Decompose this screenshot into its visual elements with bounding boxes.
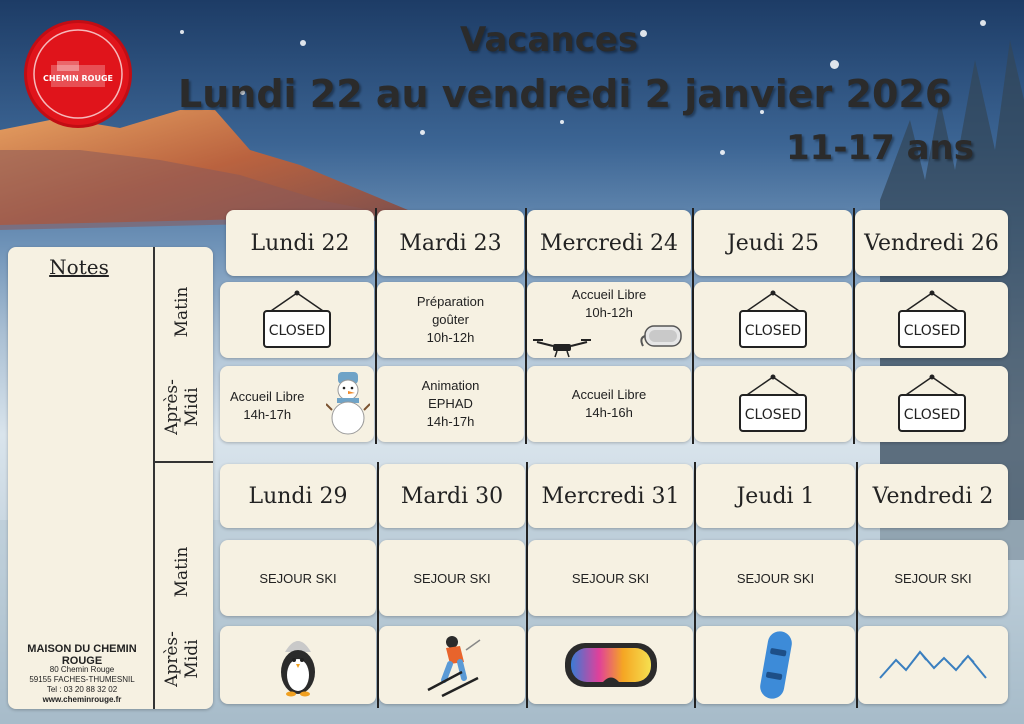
logo-center-text: CHEMIN ROUGE	[43, 74, 113, 83]
vr-headset-icon	[639, 322, 685, 352]
age-range-title: 11-17 ans	[786, 128, 974, 168]
closed-sign-icon	[895, 289, 969, 351]
logo	[24, 20, 132, 128]
notes-panel	[8, 247, 213, 709]
activity-cell	[694, 366, 852, 442]
svg-text:CLOSED: CLOSED	[744, 323, 802, 339]
snowflake	[420, 130, 425, 135]
activity-cell	[379, 626, 525, 704]
snowflake	[180, 30, 184, 34]
activity-cell	[220, 282, 374, 358]
day-header: Lundi 29	[220, 464, 376, 528]
skier-icon	[422, 632, 482, 698]
divider	[155, 461, 213, 463]
svg-text:CLOSED: CLOSED	[903, 407, 960, 423]
activity-cell	[855, 282, 1008, 358]
closed-sign-icon	[895, 373, 969, 435]
notes-title: Notes	[49, 255, 109, 279]
day-header: Mercredi 24	[527, 210, 691, 276]
mountains-icon	[878, 648, 988, 682]
divider	[153, 247, 155, 709]
apres-midi-label-week1: Après- Midi	[162, 379, 202, 435]
day-header: Mardi 23	[377, 210, 524, 276]
matin-label-week2: Matin	[172, 546, 192, 598]
svg-text:CLOSED: CLOSED	[268, 323, 326, 339]
logo-emblem	[27, 23, 129, 125]
activity-cell: SEJOUR SKI	[379, 540, 525, 616]
closed-sign-icon	[736, 289, 810, 351]
date-range-title: Lundi 22 au vendredi 2 janvier 2026	[178, 72, 952, 116]
snowflake	[640, 30, 647, 37]
phone-number: Tel : 03 20 88 32 02	[46, 685, 118, 694]
snowflake	[300, 40, 306, 46]
activity-cell	[694, 282, 852, 358]
snowflake	[560, 120, 564, 124]
org-name: MAISON DU CHEMIN ROUGE	[27, 643, 137, 667]
penguin-icon	[275, 632, 321, 698]
snowflake	[830, 60, 839, 69]
svg-text:CLOSED: CLOSED	[903, 323, 960, 339]
svg-text:CLOSED: CLOSED	[744, 407, 802, 423]
activity-cell	[855, 366, 1008, 442]
page-title: Vacances	[460, 20, 639, 60]
day-header: Mardi 30	[379, 464, 525, 528]
drone-icon	[533, 334, 591, 358]
activity-text: Accueil Libre 14h-17h	[230, 389, 305, 422]
activity-cell: Animation EPHAD 14h-17h	[377, 366, 524, 442]
activity-cell: SEJOUR SKI	[220, 540, 376, 616]
ski-goggles-icon	[563, 637, 659, 693]
activity-cell: SEJOUR SKI	[858, 540, 1008, 616]
matin-label-week1: Matin	[172, 286, 192, 338]
snowboard-icon	[756, 629, 796, 701]
activity-cell	[858, 626, 1008, 704]
activity-cell: Préparation goûter 10h-12h	[377, 282, 524, 358]
address-city: 59155 FACHES-THUMESNIL	[29, 675, 135, 684]
snowflake	[980, 20, 986, 26]
activity-cell: SEJOUR SKI	[528, 540, 693, 616]
activity-cell	[696, 626, 855, 704]
activity-cell: Accueil Libre 14h-16h	[527, 366, 691, 442]
day-header: Mercredi 31	[528, 464, 693, 528]
snowflake	[720, 150, 725, 155]
activity-cell	[528, 626, 693, 704]
activity-cell	[527, 282, 691, 358]
closed-sign-icon	[260, 289, 334, 351]
activity-cell	[220, 626, 376, 704]
day-header: Lundi 22	[226, 210, 374, 276]
closed-sign-icon	[736, 373, 810, 435]
activity-text: Accueil Libre 10h-12h	[571, 287, 647, 320]
day-header: Jeudi 1	[696, 464, 855, 528]
website: www.cheminrouge.fr	[42, 695, 122, 704]
day-header: Vendredi 26	[855, 210, 1008, 276]
day-header: Vendredi 2	[858, 464, 1008, 528]
day-header: Jeudi 25	[694, 210, 852, 276]
apres-midi-label-week2: Après- Midi	[162, 631, 202, 687]
activity-cell: SEJOUR SKI	[696, 540, 855, 616]
address-street: 80 Chemin Rouge	[49, 665, 115, 674]
activity-cell	[220, 366, 374, 442]
snowman-icon	[326, 372, 370, 438]
